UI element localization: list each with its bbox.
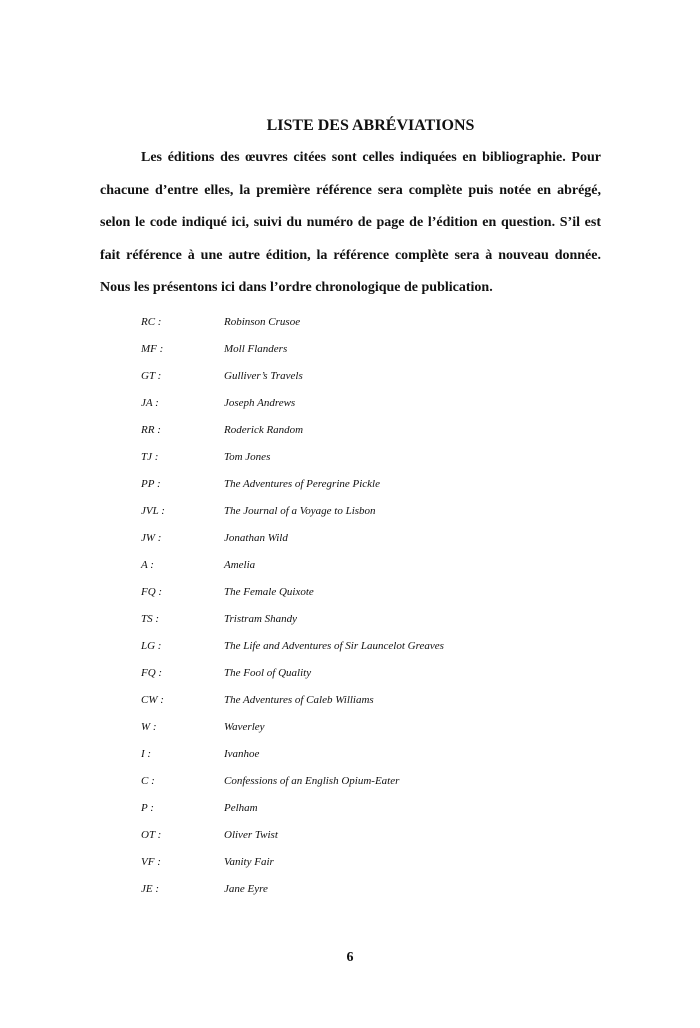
abbreviation-title: Jane Eyre [224, 882, 268, 895]
abbreviation-code: PP : [141, 477, 161, 490]
abbreviation-code: JVL : [141, 504, 165, 517]
abbreviation-code: TS : [141, 612, 160, 625]
abbreviation-row [141, 767, 601, 794]
abbreviation-row [141, 578, 601, 605]
abbreviation-code: FQ : [141, 585, 163, 598]
abbreviation-title: Ivanhoe [224, 747, 260, 760]
abbreviation-title: Waverley [224, 720, 265, 733]
abbreviation-code: RC : [141, 315, 162, 328]
abbreviation-code: TJ : [141, 450, 159, 463]
abbreviation-code: FQ : [141, 666, 163, 679]
abbreviation-code: RR : [141, 423, 161, 436]
abbreviation-code: JW : [141, 531, 162, 544]
abbreviation-row [141, 848, 601, 875]
abbreviation-title: The Fool of Quality [224, 666, 312, 679]
abbreviation-title: The Female Quixote [224, 585, 314, 598]
abbreviation-title: The Life and Adventures of Sir Launcelot Greaves [224, 639, 444, 652]
abbreviation-row [141, 389, 601, 416]
abbreviation-code: A : [141, 558, 154, 571]
abbreviation-code: W : [141, 720, 157, 733]
abbreviation-title: The Adventures of Caleb Williams [224, 693, 374, 706]
abbreviation-title: The Adventures of Peregrine Pickle [224, 477, 380, 490]
abbreviation-row [141, 470, 601, 497]
abbreviation-row [141, 551, 601, 578]
abbreviation-title: Joseph Andrews [224, 396, 296, 409]
abbreviation-code: MF : [141, 342, 164, 355]
abbreviation-code: I : [141, 747, 152, 760]
abbreviation-row [141, 308, 601, 335]
page-title: LISTE DES ABRÉVIATIONS [266, 117, 475, 134]
abbreviation-code: VF : [141, 855, 161, 868]
abbreviation-title: Confessions of an English Opium-Eater [224, 774, 400, 787]
abbreviation-list [141, 308, 601, 902]
abbreviation-row [141, 362, 601, 389]
abbreviation-code: OT : [141, 828, 162, 841]
abbreviation-code: LG : [141, 639, 162, 652]
abbreviation-code: JA : [141, 396, 159, 409]
abbreviation-title: Moll Flanders [224, 342, 288, 355]
page-number: 6 [346, 950, 354, 965]
abbreviation-title: Jonathan Wild [224, 531, 288, 544]
abbreviation-title: Pelham [224, 801, 258, 814]
abbreviation-title: Tom Jones [224, 450, 271, 463]
abbreviation-row [141, 335, 601, 362]
abbreviation-code: GT : [141, 369, 162, 382]
abbreviation-title: Amelia [224, 558, 256, 571]
abbreviation-row [141, 443, 601, 470]
abbreviation-code: CW : [141, 693, 164, 706]
abbreviation-title: Roderick Random [224, 423, 304, 436]
abbreviation-row [141, 875, 601, 902]
abbreviation-row [141, 605, 601, 632]
abbreviation-code: C : [141, 774, 155, 787]
abbreviation-title: Robinson Crusoe [224, 315, 301, 328]
abbreviation-row [141, 632, 601, 659]
abbreviation-title: Vanity Fair [224, 855, 274, 868]
abbreviation-row [141, 659, 601, 686]
abbreviation-code: JE : [141, 882, 160, 895]
intro-paragraph: Les éditions des œuvres citées sont celles indiquées en bibliographie. Pour chacune d’entre elles, la première référence sera complète puis notée en abrégé, selon le code indiqué ici, suivi du numéro de page de l’édition en question. S’il est fait référence à une autre édition, la référence complète sera à nouveau donnée. Nous les présentons ici dans l’ordre chronologique de publication. [100, 150, 601, 295]
abbreviation-code: P : [141, 801, 154, 814]
abbreviation-title: Oliver Twist [224, 828, 278, 841]
abbreviation-row [141, 497, 601, 524]
abbreviation-row [141, 821, 601, 848]
abbreviation-row [141, 416, 601, 443]
abbreviation-row [141, 740, 601, 767]
abbreviation-row [141, 794, 601, 821]
abbreviation-row [141, 524, 601, 551]
abbreviation-row [141, 713, 601, 740]
abbreviation-title: Gulliver’s Travels [224, 369, 303, 382]
abbreviation-row [141, 686, 601, 713]
abbreviation-title: The Journal of a Voyage to Lisbon [224, 504, 376, 517]
abbreviation-title: Tristram Shandy [224, 612, 298, 625]
